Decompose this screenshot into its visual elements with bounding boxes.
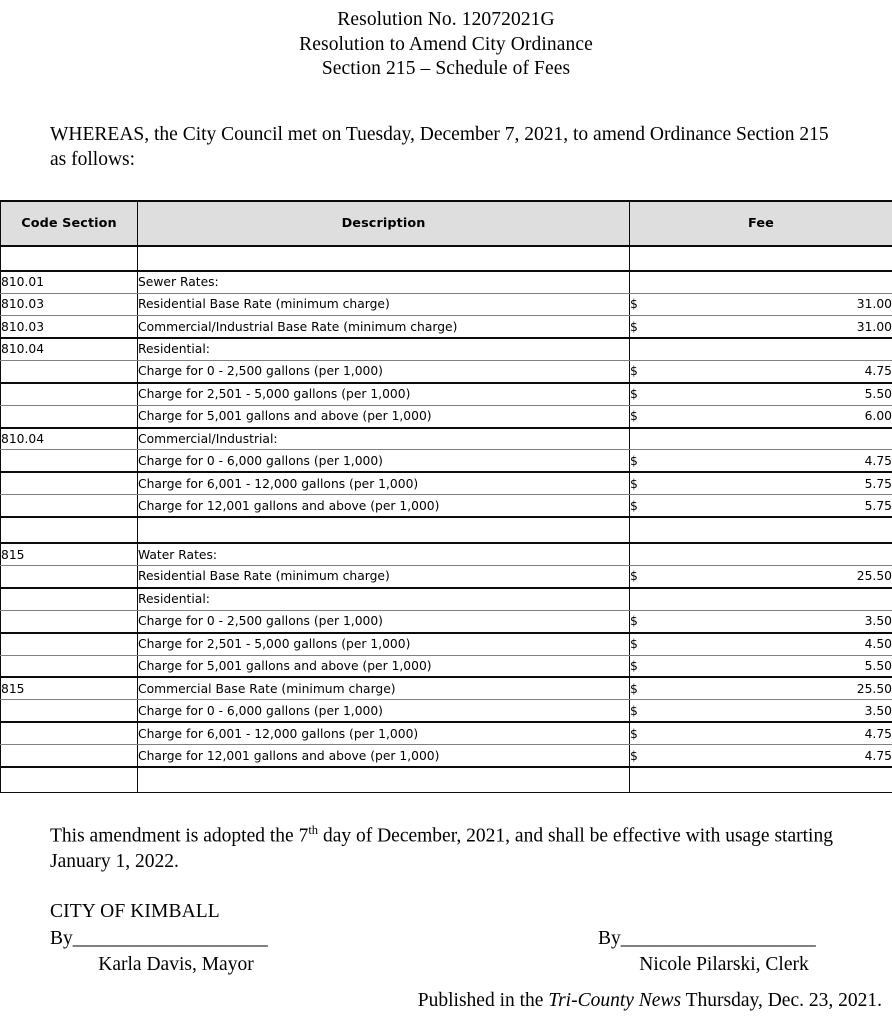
table-row	[1, 565, 892, 587]
currency-symbol: $	[630, 569, 638, 584]
cell-description: Charge for 12,001 gallons and above (per 1,000)	[138, 495, 630, 517]
fee-amount: 4.50	[864, 637, 892, 652]
fee-amount: 4.75	[864, 726, 892, 741]
mayor-signature-rule: ____________________	[72, 927, 268, 949]
table-row	[1, 246, 892, 271]
table-row	[1, 383, 892, 405]
signature-rows	[50, 926, 892, 980]
cell-code-section: 810.03	[1, 293, 138, 315]
city-name: CITY OF KIMBALL	[50, 900, 220, 922]
table-row	[1, 472, 892, 494]
table-row	[1, 450, 892, 472]
cell-code-section: 815	[1, 543, 138, 565]
cell-description: Charge for 12,001 gallons and above (per 1,000)	[138, 745, 630, 767]
fee-amount: 6.00	[864, 409, 892, 424]
currency-symbol: $	[630, 658, 638, 673]
cell-description: Charge for 6,001 - 12,000 gallons (per 1,000)	[138, 472, 630, 494]
fee-table-header-row	[1, 201, 892, 246]
currency-symbol: $	[630, 409, 638, 424]
cell-fee	[630, 383, 892, 405]
cell-fee	[630, 517, 892, 543]
cell-description	[138, 767, 630, 793]
cell-description: Commercial/Industrial Base Rate (minimum charge)	[138, 316, 630, 338]
cell-fee	[630, 246, 892, 271]
fee-amount: 5.50	[864, 387, 892, 402]
cell-code-section	[1, 360, 138, 382]
cell-description: Commercial Base Rate (minimum charge)	[138, 677, 630, 699]
cell-fee	[630, 338, 892, 360]
cell-code-section: 810.04	[1, 428, 138, 450]
column-header-description: Description	[138, 201, 630, 246]
cell-fee	[630, 700, 892, 722]
cell-description: Residential:	[138, 338, 630, 360]
cell-fee	[630, 405, 892, 427]
currency-symbol: $	[630, 297, 638, 312]
cell-code-section	[1, 700, 138, 722]
fee-amount: 5.75	[864, 498, 892, 513]
cell-fee	[630, 360, 892, 382]
fee-amount: 31.00	[856, 319, 892, 334]
table-row	[1, 338, 892, 360]
table-row	[1, 633, 892, 655]
table-row	[1, 543, 892, 565]
cell-description: Charge for 2,501 - 5,000 gallons (per 1,000)	[138, 383, 630, 405]
currency-symbol: $	[630, 364, 638, 379]
fee-amount: 31.00	[856, 297, 892, 312]
table-row	[1, 316, 892, 338]
cell-code-section	[1, 655, 138, 677]
newspaper-name: Tri-County News	[548, 990, 682, 1011]
table-row	[1, 271, 892, 293]
cell-description	[138, 246, 630, 271]
cell-description: Residential Base Rate (minimum charge)	[138, 293, 630, 315]
column-header-code-section: Code Section	[1, 201, 138, 246]
cell-fee	[630, 722, 892, 744]
cell-code-section: 810.03	[1, 316, 138, 338]
closing-text-after: day of December, 2021, and shall be effective with usage starting January 1, 2022.	[50, 825, 833, 873]
cell-code-section	[1, 472, 138, 494]
mayor-name: Karla Davis, Mayor	[98, 953, 254, 975]
cell-code-section	[1, 565, 138, 587]
mayor-signature-column	[50, 926, 292, 977]
cell-description: Commercial/Industrial:	[138, 428, 630, 450]
clerk-signature-rule: ____________________	[620, 927, 816, 949]
cell-fee	[630, 655, 892, 677]
fee-table-body	[1, 246, 892, 793]
cell-fee	[630, 495, 892, 517]
cell-code-section: 810.04	[1, 338, 138, 360]
cell-code-section: 810.01	[1, 271, 138, 293]
currency-symbol: $	[630, 614, 638, 629]
cell-description: Charge for 2,501 - 5,000 gallons (per 1,000)	[138, 633, 630, 655]
clerk-name: Nicole Pilarski, Clerk	[639, 953, 809, 975]
cell-code-section	[1, 722, 138, 744]
table-row	[1, 700, 892, 722]
closing-text-before: This amendment is adopted the 7	[50, 825, 309, 847]
cell-code-section	[1, 246, 138, 271]
currency-symbol: $	[630, 681, 638, 696]
cell-fee	[630, 428, 892, 450]
cell-fee	[630, 677, 892, 699]
table-row	[1, 767, 892, 793]
cell-fee	[630, 271, 892, 293]
clerk-signature-column	[598, 926, 840, 977]
cell-code-section	[1, 517, 138, 543]
mayor-signature-line	[50, 926, 292, 951]
footer-text-after: Thursday, Dec. 23, 2021.	[681, 990, 882, 1011]
cell-fee	[630, 450, 892, 472]
currency-symbol: $	[630, 748, 638, 763]
cell-fee	[630, 293, 892, 315]
cell-fee	[630, 767, 892, 793]
signature-block	[0, 875, 892, 980]
table-row	[1, 588, 892, 610]
table-row	[1, 722, 892, 744]
table-row	[1, 610, 892, 632]
currency-symbol: $	[630, 498, 638, 513]
closing-paragraph	[0, 793, 892, 875]
table-row	[1, 517, 892, 543]
cell-fee	[630, 633, 892, 655]
fee-amount: 4.75	[864, 364, 892, 379]
table-row	[1, 405, 892, 427]
cell-description: Sewer Rates:	[138, 271, 630, 293]
table-row	[1, 293, 892, 315]
footer-text-before: Published in the	[417, 990, 549, 1011]
cell-fee	[630, 543, 892, 565]
table-row	[1, 677, 892, 699]
cell-code-section	[1, 450, 138, 472]
fee-schedule-table	[0, 200, 892, 794]
currency-symbol: $	[630, 319, 638, 334]
document-title-block	[0, 0, 892, 82]
table-row	[1, 360, 892, 382]
cell-description: Charge for 5,001 gallons and above (per 1,000)	[138, 655, 630, 677]
cell-fee	[630, 745, 892, 767]
table-row	[1, 495, 892, 517]
currency-symbol: $	[630, 476, 638, 491]
table-row	[1, 655, 892, 677]
clerk-signature-line	[598, 926, 840, 951]
cell-fee	[630, 472, 892, 494]
fee-amount: 4.75	[864, 453, 892, 468]
fee-amount: 5.50	[864, 658, 892, 673]
cell-description: Charge for 0 - 6,000 gallons (per 1,000)	[138, 700, 630, 722]
fee-amount: 3.50	[864, 703, 892, 718]
fee-table-head	[1, 201, 892, 246]
currency-symbol: $	[630, 703, 638, 718]
fee-amount: 3.50	[864, 614, 892, 629]
table-row	[1, 428, 892, 450]
cell-code-section: 815	[1, 677, 138, 699]
cell-code-section	[1, 745, 138, 767]
cell-code-section	[1, 767, 138, 793]
table-row	[1, 745, 892, 767]
mayor-by-label: By	[50, 927, 73, 949]
title-line-2: Resolution to Amend City Ordinance	[299, 33, 593, 55]
ordinal-suffix: th	[308, 823, 319, 838]
publication-footer	[418, 990, 882, 1012]
cell-description: Charge for 6,001 - 12,000 gallons (per 1,000)	[138, 722, 630, 744]
clerk-by-label: By	[598, 927, 621, 949]
cell-code-section	[1, 633, 138, 655]
cell-description	[138, 517, 630, 543]
fee-amount: 4.75	[864, 748, 892, 763]
cell-fee	[630, 610, 892, 632]
whereas-paragraph: WHEREAS, the City Council met on Tuesday, December 7, 2021, to amend Ordinance Section 215 as follows:	[50, 123, 829, 171]
fee-amount: 25.50	[856, 569, 892, 584]
title-line-3: Section 215 – Schedule of Fees	[321, 58, 571, 80]
cell-description: Charge for 5,001 gallons and above (per 1,000)	[138, 405, 630, 427]
cell-code-section	[1, 495, 138, 517]
cell-description: Water Rates:	[138, 543, 630, 565]
currency-symbol: $	[630, 453, 638, 468]
cell-fee	[630, 588, 892, 610]
fee-amount: 25.50	[856, 681, 892, 696]
currency-symbol: $	[630, 637, 638, 652]
cell-code-section	[1, 383, 138, 405]
fee-amount: 5.75	[864, 476, 892, 491]
cell-code-section	[1, 610, 138, 632]
cell-code-section	[1, 405, 138, 427]
cell-fee	[630, 316, 892, 338]
cell-description: Charge for 0 - 6,000 gallons (per 1,000)	[138, 450, 630, 472]
title-line-1: Resolution No. 12072021G	[337, 9, 555, 30]
cell-code-section	[1, 588, 138, 610]
cell-description: Residential:	[138, 588, 630, 610]
currency-symbol: $	[630, 726, 638, 741]
fee-table-wrapper	[0, 200, 892, 794]
currency-symbol: $	[630, 387, 638, 402]
column-header-fee: Fee	[630, 201, 892, 246]
cell-description: Charge for 0 - 2,500 gallons (per 1,000)	[138, 360, 630, 382]
cell-description: Charge for 0 - 2,500 gallons (per 1,000)	[138, 610, 630, 632]
cell-description: Residential Base Rate (minimum charge)	[138, 565, 630, 587]
cell-fee	[630, 565, 892, 587]
